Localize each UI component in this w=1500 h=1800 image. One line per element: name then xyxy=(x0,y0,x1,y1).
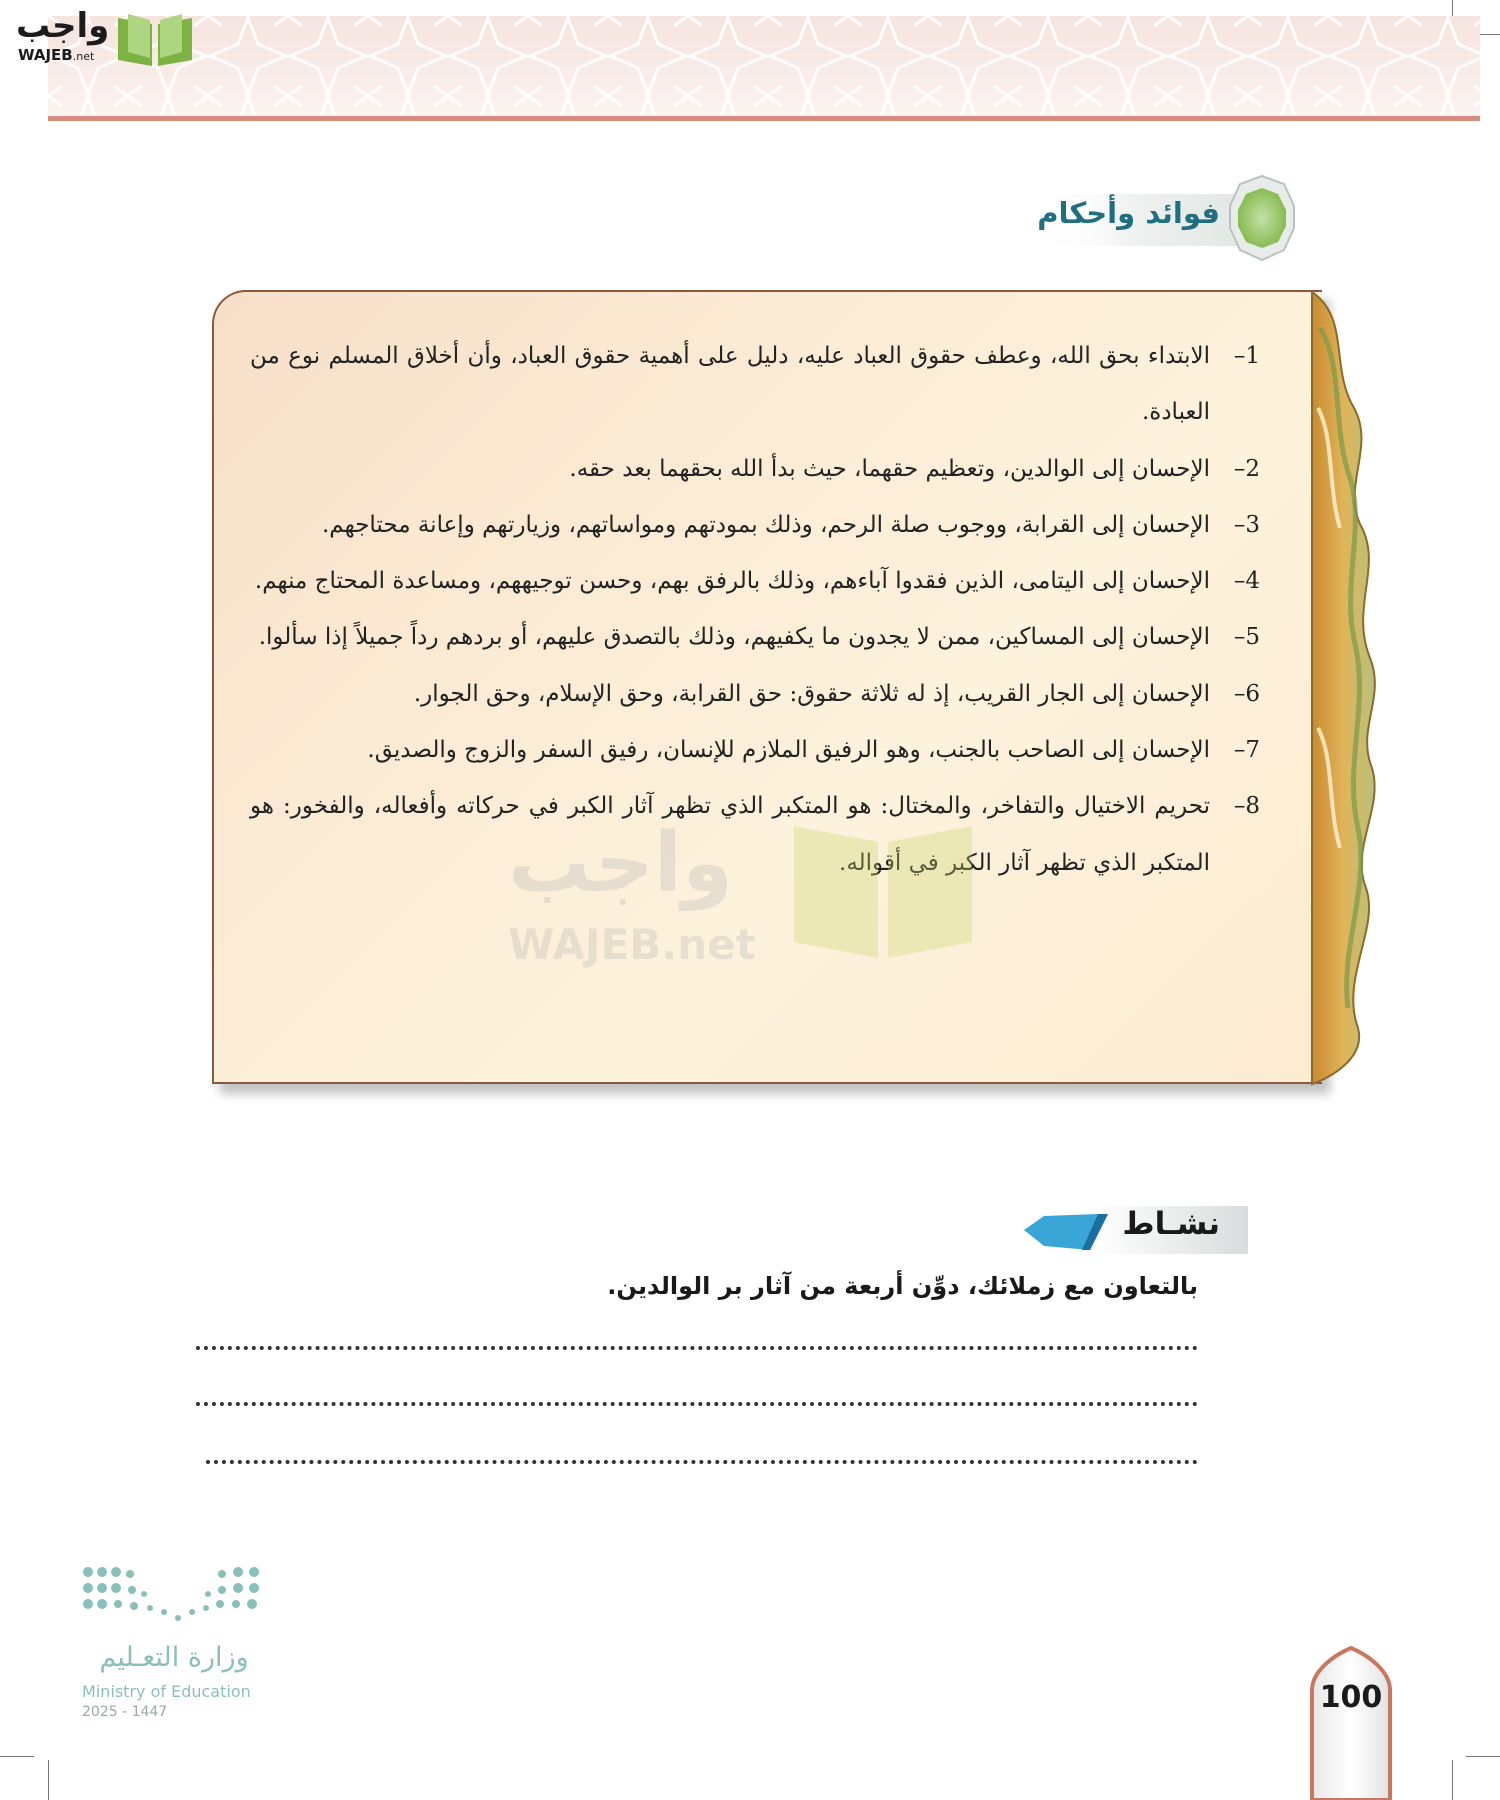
crop-mark xyxy=(1452,1760,1453,1800)
logo-arabic: واجب xyxy=(16,6,110,46)
list-item xyxy=(250,328,1260,441)
arabesque-pattern xyxy=(48,16,1480,116)
watermark-arabic: واجب xyxy=(508,816,733,911)
ministry-name-english: Ministry of Education xyxy=(82,1682,251,1701)
item-text: الإحسان إلى المساكين، ممن لا يجدون ما يكفيهم، وذلك بالتصدق عليهم، أو بردهم رداً جميلاً إذا سألوا. xyxy=(258,624,1210,651)
watermark-english: WAJEB.net xyxy=(508,920,756,969)
answer-line[interactable] xyxy=(206,1460,1198,1464)
item-number: 6– xyxy=(1233,680,1260,707)
ministry-dots-icon xyxy=(80,1560,270,1636)
item-text: تحريم الاختيال والتفاخر، والمختال: هو المتكبر الذي تظهر آثار الكبر في حركاته وأفعاله، والفخور: هو المتكبر الذي تظهر آثار الكبر في أقواله. xyxy=(250,793,1210,876)
item-text: الإحسان إلى الوالدين، وتعظيم حقهما، حيث بدأ الله بحقهما بعد حقه. xyxy=(569,455,1210,482)
ministry-logo xyxy=(80,1560,280,1730)
crop-mark xyxy=(48,1760,49,1800)
page-number-tab xyxy=(1308,1646,1394,1800)
list-item xyxy=(250,497,1260,553)
item-number: 3– xyxy=(1233,511,1260,538)
item-text: الإحسان إلى الصاحب بالجنب، وهو الرفيق الملازم للإنسان، رفيق السفر والزوج والصديق. xyxy=(367,737,1210,764)
list-item xyxy=(250,441,1260,497)
activity-prompt: بالتعاون مع زملائك، دوِّن أربعة من آثار بر الوالدين. xyxy=(607,1272,1198,1300)
item-text: الإحسان إلى اليتامى، الذين فقدوا آباءهم، وذلك بالرفق بهم، وحسن توجيههم، ومساعدة المحتاج منهم. xyxy=(254,568,1210,595)
list-item xyxy=(250,609,1260,665)
ornamental-border xyxy=(1310,288,1380,1088)
item-text: الإحسان إلى الجار القريب، إذ له ثلاثة حقوق: حق القرابة، وحق الإسلام، وحق الجوار. xyxy=(413,680,1210,707)
logo-english: WAJEB.net xyxy=(18,46,95,64)
item-number: 8– xyxy=(1233,793,1260,820)
crop-mark xyxy=(0,1756,34,1757)
header-ornament-band xyxy=(48,16,1480,116)
wajeb-watermark xyxy=(508,812,1008,982)
benefits-list xyxy=(250,328,1260,891)
list-item xyxy=(250,666,1260,722)
ministry-year: 2025 - 1447 xyxy=(82,1704,168,1720)
activity-header xyxy=(1020,1204,1250,1260)
list-item xyxy=(250,722,1260,778)
section-title: فوائد وأحكام xyxy=(1037,196,1220,230)
answer-line[interactable] xyxy=(196,1346,1198,1350)
activity-label: نشـاط xyxy=(1122,1206,1220,1242)
ministry-name-arabic: وزارة التعـليم xyxy=(99,1642,249,1673)
item-number: 5– xyxy=(1233,624,1260,651)
item-number: 1– xyxy=(1233,343,1260,369)
crop-mark xyxy=(1466,1756,1500,1757)
item-number: 7– xyxy=(1233,737,1260,764)
item-text: الابتداء بحق الله، وعطف حقوق العباد عليه، دليل على أهمية حقوق العباد، وأن أخلاق المسلم نوع من العبادة. xyxy=(250,343,1210,426)
item-text: الإحسان إلى القرابة، ووجوب صلة الرحم، وذلك بمودتهم ومواساتهم، وزيارتهم وإعانة محتاجهم. xyxy=(321,511,1210,538)
header-rule xyxy=(48,116,1480,121)
page-number: 100 xyxy=(1319,1680,1383,1715)
watermark-book-icon xyxy=(788,812,978,962)
book-icon xyxy=(114,10,196,68)
list-item xyxy=(250,553,1260,609)
wajeb-logo xyxy=(8,6,188,64)
item-number: 4– xyxy=(1233,568,1260,595)
section-header xyxy=(1037,170,1320,270)
answer-line[interactable] xyxy=(196,1402,1198,1406)
item-number: 2– xyxy=(1233,455,1260,482)
